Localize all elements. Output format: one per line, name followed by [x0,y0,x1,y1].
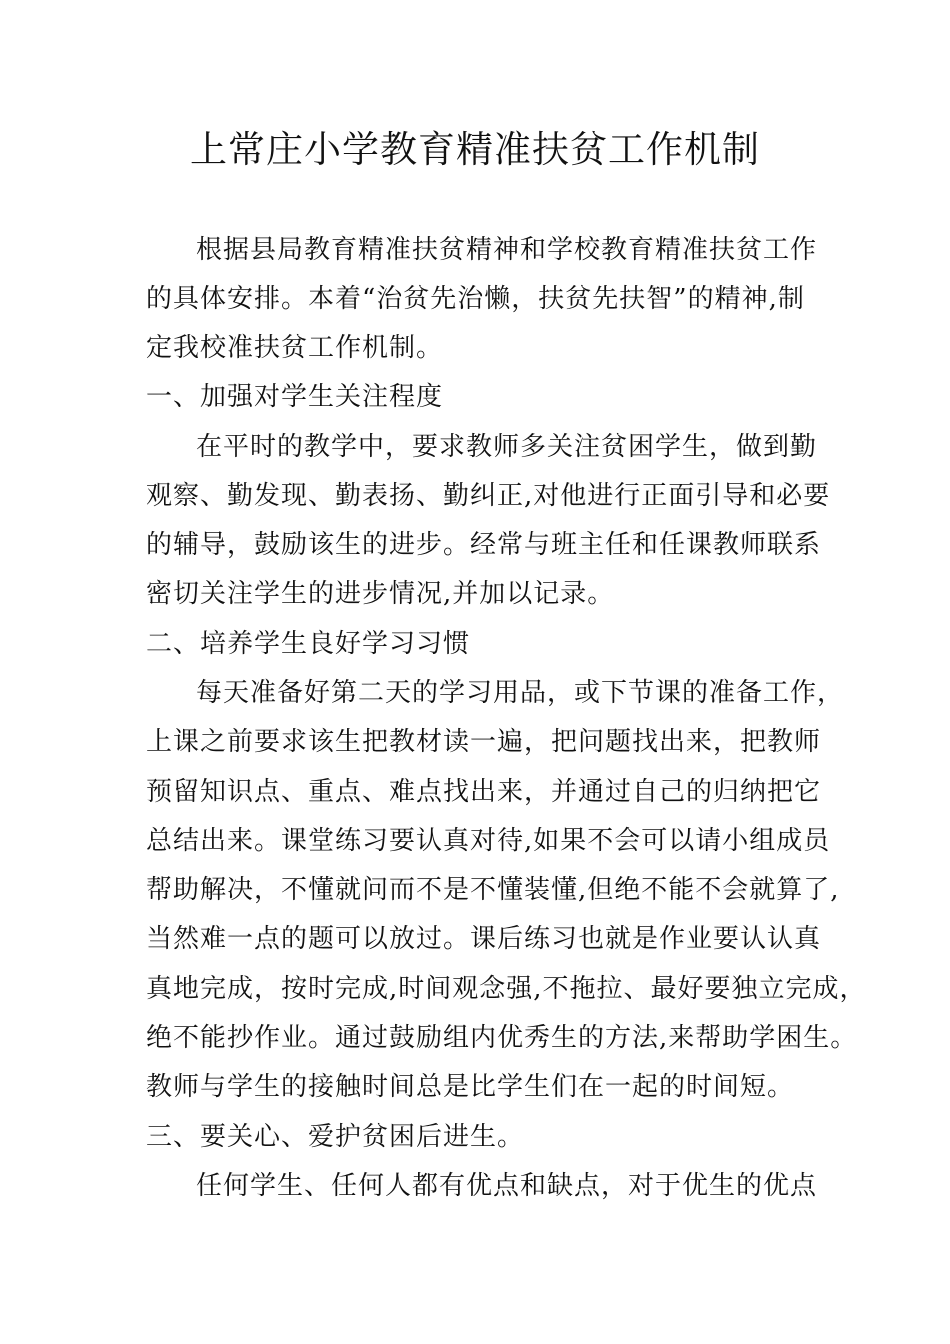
paragraph-line: 任何学生、任何人都有优点和缺点，对于优生的优点 [196,1171,818,1201]
paragraph-line: 绝不能抄作业。通过鼓励组内优秀生的方法,来帮助学困生。 [146,1023,858,1053]
paragraph-line: 总结出来。课堂练习要认真对待,如果不会可以请小组成员 [146,826,831,856]
paragraph-line: 观察、勤发现、勤表扬、勤纠正,对他进行正面引导和必要 [146,481,831,511]
paragraph-line: 帮助解决，不懂就问而不是不懂装懂,但绝不能不会就算了, [146,875,840,905]
paragraph-line: 密切关注学生的进步情况,并加以记录。 [146,579,615,609]
paragraph-line: 在平时的教学中，要求教师多关注贫困学生，做到勤 [196,432,818,462]
paragraph-line: 的具体安排。本着“治贫先治懒，扶贫先扶智”的精神,制 [146,284,805,314]
paragraph-line: 当然难一点的题可以放过。课后练习也就是作业要认认真 [146,924,822,954]
paragraph-line: 根据县局教育精准扶贫精神和学校教育精准扶贫工作 [196,235,818,265]
paragraph-line: 上课之前要求该生把教材读一遍，把问题找出来，把教师 [146,727,822,757]
paragraph-line: 每天准备好第二天的学习用品，或下节课的准备工作， [196,678,845,708]
paragraph-line: 预留知识点、重点、难点找出来，并通过自己的归纳把它 [146,777,822,807]
section-heading-1: 一、加强对学生关注程度 [146,382,444,412]
paragraph-line: 定我校准扶贫工作机制。 [146,333,444,363]
paragraph-line: 教师与学生的接触时间总是比学生们在一起的时间短。 [146,1072,795,1102]
section-heading-3: 三、要关心、爱护贫困后进生。 [146,1122,525,1152]
section-heading-2: 二、培养学生良好学习习惯 [146,629,471,659]
document-title: 上常庄小学教育精准扶贫工作机制 [190,128,760,171]
paragraph-line: 真地完成，按时完成,时间观念强,不拖拉、最好要独立完成， [146,974,867,1004]
paragraph-line: 的辅导，鼓励该生的进步。经常与班主任和任课教师联系 [146,530,822,560]
